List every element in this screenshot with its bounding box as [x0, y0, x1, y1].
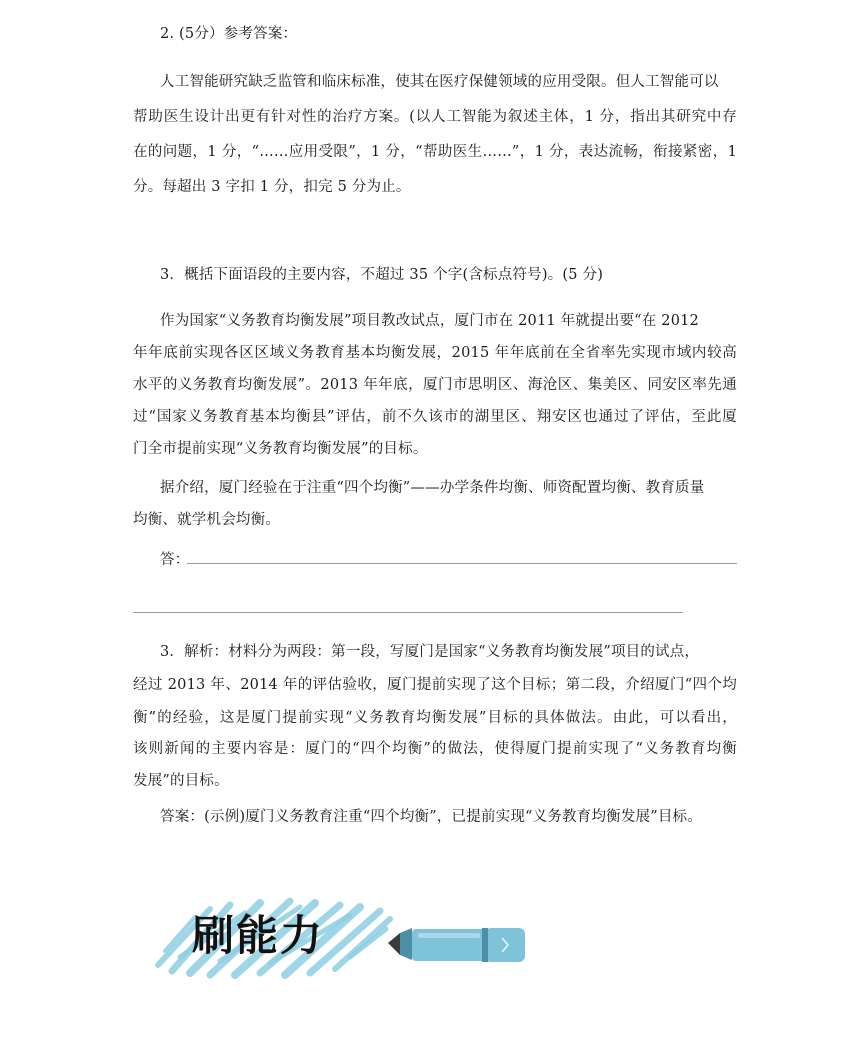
analysis-line-1: 3．解析：材料分为两段：第一段，写厦门是国家“义务教育均衡发展”项目的试点， — [160, 644, 700, 660]
answer-line-2[interactable] — [133, 612, 683, 613]
q2-header: 2. (5分）参考答案： — [160, 26, 298, 42]
banner-title: 刷能力 — [192, 911, 325, 960]
q2-line-2: 帮助医生设计出更有针对性的治疗方案。(以人工智能为叙述主体，1 分，指出其研究中存 — [133, 109, 737, 125]
q3-para1-line-4: 过“国家义务教育基本均衡县”评估，前不久该市的湖里区、翔安区也通过了评估，至此厦 — [133, 409, 737, 425]
q2-line-3: 在的问题，1 分，“……应用受限”，1 分，“帮助医生……”，1 分，表达流畅，衔接紧密，1 — [133, 144, 737, 160]
q3-header: 3．概括下面语段的主要内容，不超过 35 个字(含标点符号)。(5 分) — [160, 267, 604, 283]
answer-line-1[interactable] — [187, 563, 737, 564]
q2-line-1: 人工智能研究缺乏监管和临床标准，使其在医疗保健领域的应用受限。但人工智能可以 — [160, 74, 719, 90]
analysis-line-3: 衡”的经验，这是厦门提前实现“义务教育均衡发展”目标的具体做法。由此，可以看出， — [133, 710, 737, 726]
q3-para1-line-2: 年年底前实现各区区域义务教育基本均衡发展，2015 年年底前在全省率先实现市域内较高 — [133, 345, 737, 361]
section-banner — [150, 895, 540, 985]
analysis-line-4: 该则新闻的主要内容是：厦门的“四个均衡”的做法，使得厦门提前实现了“义务教育均衡 — [133, 741, 737, 757]
analysis-line-2: 经过 2013 年、2014 年的评估验收，厦门提前实现了这个目标；第二段，介绍厦门“四个均 — [133, 677, 737, 693]
highlighter-icon — [388, 928, 525, 962]
q3-para2-line-1: 据介绍，厦门经验在于注重“四个均衡”——办学条件均衡、师资配置均衡、教育质量 — [160, 480, 705, 496]
q3-para1-line-3: 水平的义务教育均衡发展”。2013 年年底，厦门市思明区、海沧区、集美区、同安区率先通 — [133, 377, 737, 393]
q3-para2-line-2: 均衡、就学机会均衡。 — [133, 512, 280, 528]
q2-line-4: 分。每超出 3 字扣 1 分，扣完 5 分为止。 — [133, 179, 411, 195]
analysis-line-5: 发展”的目标。 — [133, 773, 229, 789]
q3-para1-line-5: 门全市提前实现“义务教育均衡发展”的目标。 — [133, 441, 428, 457]
answer-label: 答： — [160, 552, 190, 568]
answer-example: 答案：(示例)厦门义务教育注重“四个均衡”，已提前实现“义务教育均衡发展”目标。 — [160, 809, 702, 825]
q3-para1-line-1: 作为国家“义务教育均衡发展”项目教改试点，厦门市在 2011 年就提出要“在 2012 — [160, 313, 699, 329]
